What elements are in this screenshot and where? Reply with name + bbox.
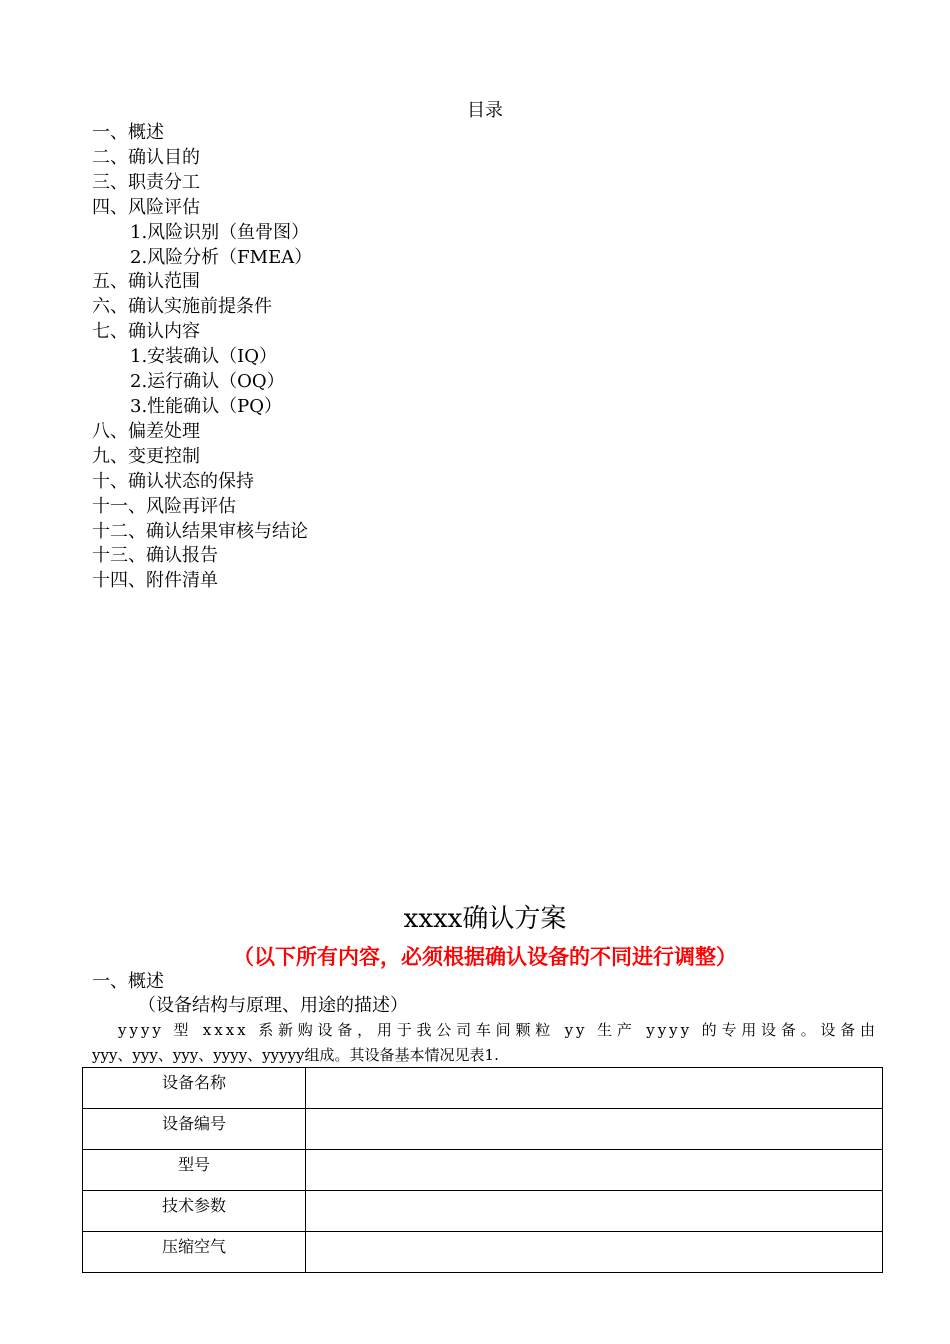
document-title: xxxx确认方案 [403, 904, 567, 934]
toc-item: 十三、确认报告 [92, 545, 218, 567]
table-of-contents [92, 121, 312, 594]
equipment-info-table [82, 1067, 883, 1273]
section-overview-heading: 一、概述 [92, 971, 164, 992]
table-row [83, 1150, 883, 1191]
table-value-cell [306, 1232, 883, 1273]
toc-item: 1.安装确认（IQ） [130, 346, 278, 368]
table-label-cell: 压缩空气 [83, 1232, 306, 1273]
toc-item: 四、风险评估 [92, 196, 200, 218]
toc-item: 一、概述 [92, 122, 164, 143]
overview-paragraph-line-2: yyy、yyy、yyy、yyyy、yyyyy组成。其设备基本情况见表1. [92, 1046, 499, 1064]
toc-title: 目录 [467, 100, 503, 121]
table-label-cell: 型号 [83, 1150, 306, 1191]
toc-item: 2.运行确认（OQ） [130, 371, 285, 393]
table-value-cell [306, 1191, 883, 1232]
toc-item: 八、偏差处理 [92, 420, 200, 442]
table-row [83, 1068, 883, 1109]
table-value-cell [306, 1068, 883, 1109]
toc-item: 十、确认状态的保持 [92, 470, 254, 492]
toc-item: 九、变更控制 [92, 445, 200, 467]
toc-item: 二、确认目的 [92, 146, 200, 168]
toc-item: 三、职责分工 [92, 171, 200, 193]
toc-item: 六、确认实施前提条件 [92, 296, 272, 318]
overview-paragraph-line-1: yyyy 型 xxxx 系新购设备，用于我公司车间颗粒 yy 生产 yyyy 的专用设备。设备由 [118, 1021, 878, 1039]
toc-item: 十一、风险再评估 [92, 495, 236, 517]
table-value-cell [306, 1150, 883, 1191]
section-overview-subheading: （设备结构与原理、用途的描述） [138, 995, 408, 1016]
adjustment-notice: （以下所有内容，必须根据确认设备的不同进行调整） [233, 945, 737, 969]
table-row [83, 1191, 883, 1232]
toc-item: 1.风险识别（鱼骨图） [130, 221, 310, 243]
toc-item: 十四、附件清单 [92, 570, 218, 592]
table-label-cell: 设备名称 [83, 1068, 306, 1109]
table-row [83, 1232, 883, 1273]
toc-item: 七、确认内容 [92, 321, 200, 343]
table-label-cell: 技术参数 [83, 1191, 306, 1232]
toc-item: 2.风险分析（FMEA） [130, 246, 313, 268]
toc-item: 十二、确认结果审核与结论 [92, 520, 308, 542]
table-label-cell: 设备编号 [83, 1109, 306, 1150]
table-row [83, 1109, 883, 1150]
toc-item: 3.性能确认（PQ） [130, 395, 283, 417]
toc-item: 五、确认范围 [92, 271, 200, 293]
table-value-cell [306, 1109, 883, 1150]
overview-paragraph [92, 1018, 878, 1068]
